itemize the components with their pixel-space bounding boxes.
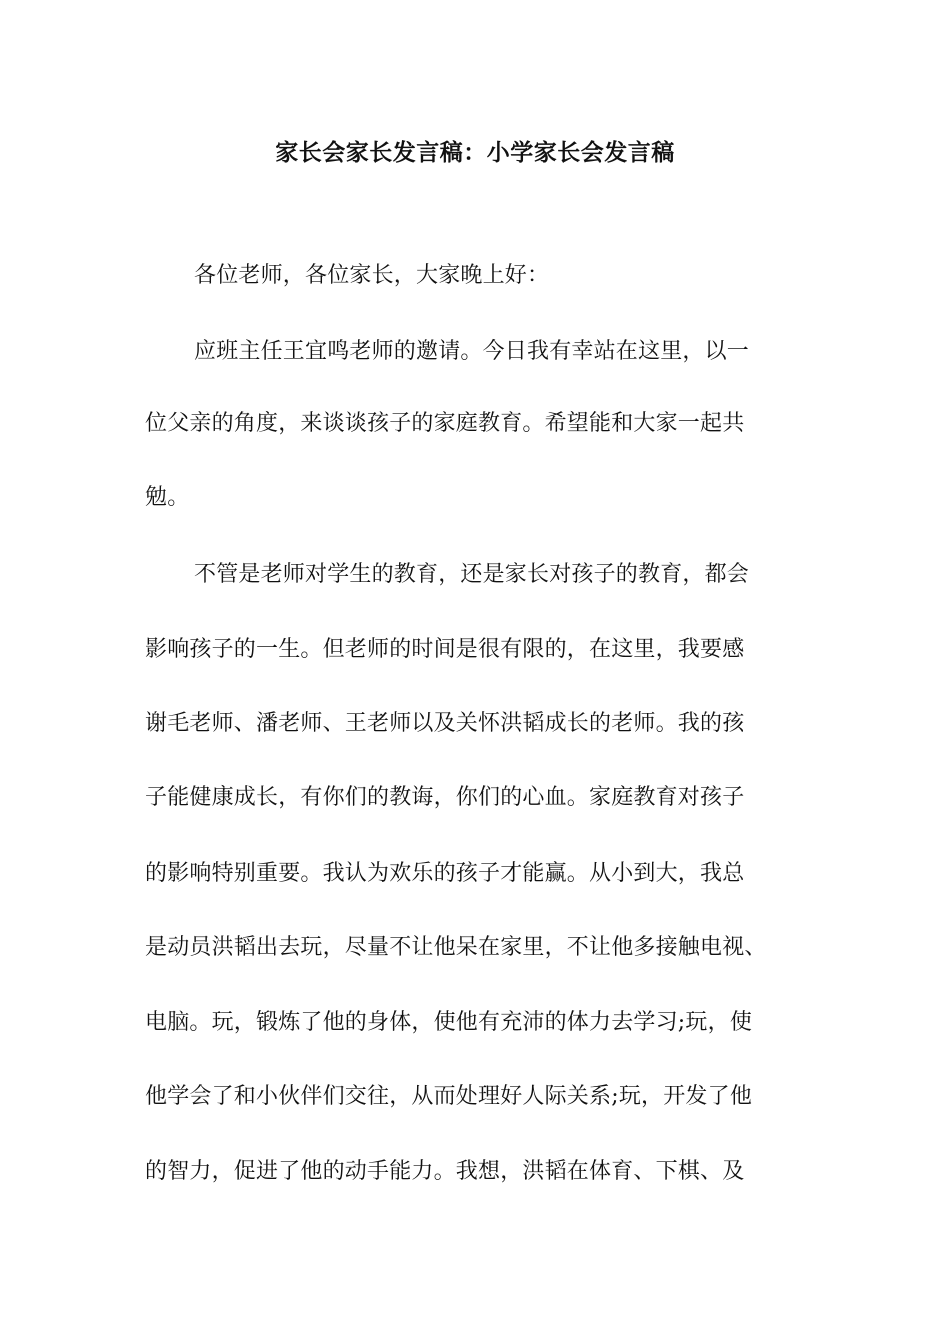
text-line: 勉。 [145, 485, 190, 510]
text-line: 影响孩子的一生。但老师的时间是很有限的，在这里，我要感 [145, 637, 745, 662]
text-line: 位父亲的角度，来谈谈孩子的家庭教育。希望能和大家一起共 [145, 411, 745, 436]
document-title: 家长会家长发言稿：小学家长会发言稿 [275, 139, 675, 166]
text-line: 的智力，促进了他的动手能力。我想，洪韬在体育、下棋、及 [145, 1159, 745, 1184]
text-line: 的影响特别重要。我认为欢乐的孩子才能赢。从小到大，我总 [145, 861, 745, 886]
text-line: 谢毛老师、潘老师、王老师以及关怀洪韬成长的老师。我的孩 [145, 711, 745, 736]
text-line: 他学会了和小伙伴们交往，从而处理好人际关系;玩，开发了他 [145, 1084, 753, 1109]
text-line: 是动员洪韬出去玩，尽量不让他呆在家里，不让他多接触电视、 [145, 935, 767, 960]
text-line: 不管是老师对学生的教育，还是家长对孩子的教育，都会 [194, 562, 750, 587]
text-line: 应班主任王宜鸣老师的邀请。今日我有幸站在这里，以一 [194, 339, 750, 364]
text-line: 子能健康成长，有你们的教诲，你们的心血。家庭教育对孩子 [145, 785, 745, 810]
text-line: 各位老师，各位家长，大家晚上好： [194, 263, 550, 288]
text-line: 电脑。玩，锻炼了他的身体，使他有充沛的体力去学习;玩，使 [145, 1010, 753, 1035]
